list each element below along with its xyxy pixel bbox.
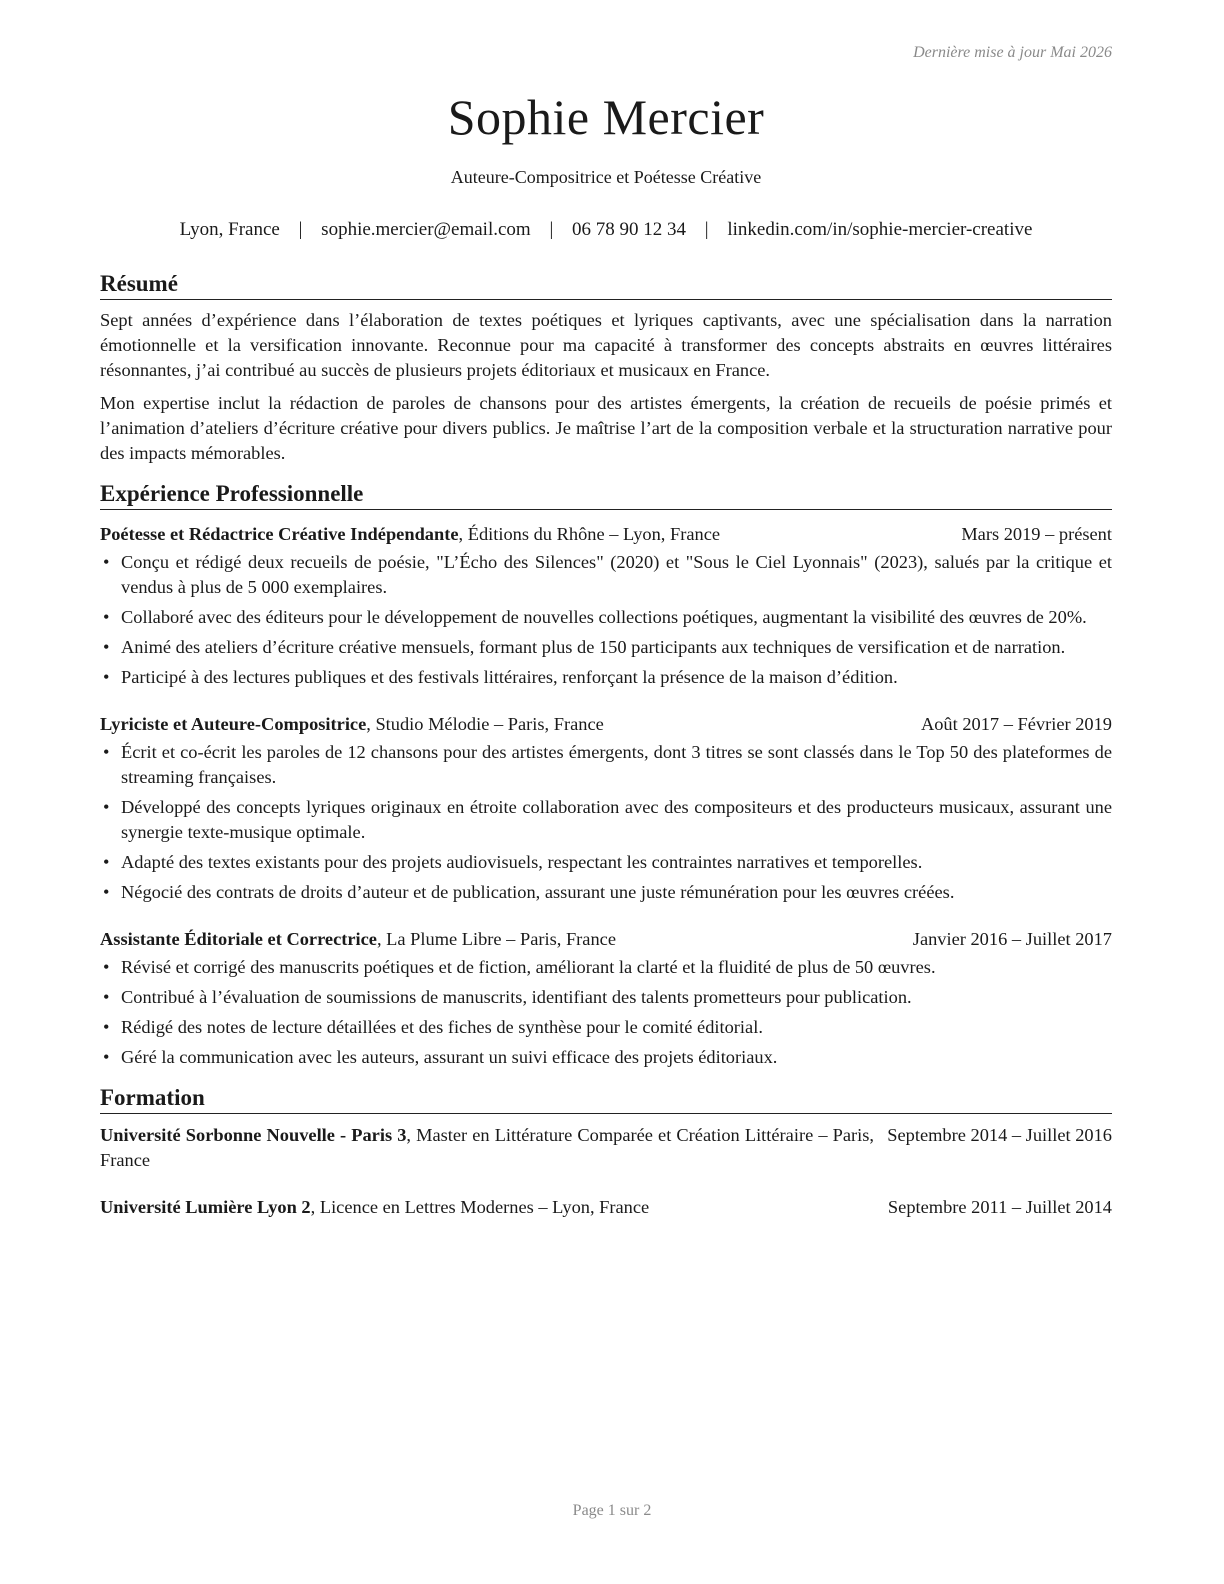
- education-section: [100, 1084, 1112, 1220]
- education-school: Université Sorbonne Nouvelle - Paris 3: [100, 1125, 407, 1145]
- job-bullet: • Rédigé des notes de lecture détaillées et des fiches de synthèse pour le comité éditorial.: [100, 1015, 1112, 1040]
- job-role: Assistante Éditoriale et Correctrice: [100, 929, 377, 949]
- contact-location: Lyon, France: [179, 219, 280, 240]
- job-entry: [100, 522, 1112, 690]
- contact-phone: 06 78 90 12 34: [572, 219, 687, 240]
- section-heading-experience: Expérience Professionnelle: [100, 480, 1112, 510]
- job-header: [100, 927, 1112, 952]
- job-role: Poétesse et Rédactrice Créative Indépendante: [100, 524, 459, 544]
- contact-email[interactable]: sophie.mercier@email.com: [321, 219, 531, 240]
- job-header: [100, 522, 1112, 547]
- job-entry: [100, 712, 1112, 905]
- contact-linkedin[interactable]: linkedin.com/in/sophie-mercier-creative: [727, 219, 1033, 240]
- job-org: , La Plume Libre – Paris, France: [376, 929, 616, 949]
- job-bullet: • Animé des ateliers d’écriture créative mensuels, formant plus de 150 participants aux techniques de versification et de narration.: [100, 635, 1112, 660]
- job-bullets: [100, 955, 1112, 1070]
- education-school: Université Lumière Lyon 2: [100, 1197, 311, 1217]
- last-updated: Dernière mise à jour Mai 2026: [913, 44, 1112, 61]
- section-heading-education: Formation: [100, 1084, 1112, 1114]
- contact-line: [100, 219, 1112, 241]
- job-dates: Mars 2019 – présent: [961, 524, 1112, 544]
- experience-section: [100, 480, 1112, 1070]
- job-bullet: • Révisé et corrigé des manuscrits poétiques et de fiction, améliorant la clarté et la fluidité de plus de 50 œuvres.: [100, 955, 1112, 980]
- job-bullet: • Écrit et co-écrit les paroles de 12 chansons pour des artistes émergents, dont 3 titres se sont classés dans le Top 50 des plateformes de streaming françaises.: [100, 740, 1112, 790]
- candidate-name: Sophie Mercier: [447, 89, 765, 145]
- job-dates: Août 2017 – Février 2019: [920, 714, 1112, 734]
- job-org: , Éditions du Rhône – Lyon, France: [458, 524, 721, 544]
- summary-section: [100, 270, 1112, 466]
- job-role: Lyriciste et Auteure-Compositrice: [100, 714, 367, 734]
- job-bullet: • Négocié des contrats de droits d’auteur et de publication, assurant une juste rémunération pour les œuvres créées.: [100, 880, 1112, 905]
- summary-paragraph: Sept années d’expérience dans l’élaboration de textes poétiques et lyriques captivants, avec une spécialisation dans la narration émotionnelle et la versification innovante. Reconnue pour ma capacité à transformer des concepts abstraits en œuvres littéraires résonnantes, j’ai contribué au succès de plusieurs projets éditoriaux et musicaux en France.: [100, 310, 1112, 380]
- job-bullet: • Conçu et rédigé deux recueils de poésie, "L’Écho des Silences" (2020) et "Sous le Ciel Lyonnais" (2023), salués par la critique et vendus à plus de 5 000 exemplaires.: [100, 550, 1112, 600]
- job-bullets: [100, 740, 1112, 905]
- job-bullets: [100, 550, 1112, 690]
- job-bullet: • Collaboré avec des éditeurs pour le développement de nouvelles collections poétiques, augmentant la visibilité des œuvres de 20%.: [100, 605, 1112, 630]
- education-entry: [100, 1195, 1112, 1220]
- contact-separator: |: [704, 219, 709, 240]
- education-header: [100, 1123, 1112, 1173]
- summary-paragraph: Mon expertise inclut la rédaction de paroles de chansons pour des artistes émergents, la création de recueils de poésie primés et l’animation d’ateliers d’écriture créative pour divers publics. Je maîtrise l’art de la composition verbale et la structuration narrative pour des impacts mémorables.: [100, 393, 1112, 463]
- education-dates: Septembre 2014 – Juillet 2016: [887, 1125, 1112, 1145]
- resume-content: [100, 270, 1112, 1234]
- section-heading-summary: Résumé: [100, 270, 1112, 300]
- job-bullet: • Géré la communication avec les auteurs, assurant un suivi efficace des projets éditoriaux.: [100, 1045, 1112, 1070]
- job-org: , Studio Mélodie – Paris, France: [366, 714, 604, 734]
- education-detail: , Master en Littérature Comparée et Création Littéraire – Paris, France: [100, 1125, 874, 1170]
- education-dates: Septembre 2011 – Juillet 2014: [887, 1197, 1112, 1217]
- job-bullet: • Contribué à l’évaluation de soumissions de manuscrits, identifiant des talents prometteurs pour publication.: [100, 985, 1112, 1010]
- job-header: [100, 712, 1112, 737]
- job-bullet: • Développé des concepts lyriques originaux en étroite collaboration avec des compositeurs et des producteurs musicaux, assurant une synergie texte-musique optimale.: [100, 795, 1112, 845]
- candidate-title: Auteure-Compositrice et Poétesse Créative: [450, 167, 762, 187]
- job-dates: Janvier 2016 – Juillet 2017: [912, 929, 1112, 949]
- education-header: [100, 1195, 1112, 1220]
- page-number: Page 1 sur 2: [572, 1502, 652, 1519]
- job-bullet: • Adapté des textes existants pour des projets audiovisuels, respectant les contraintes narratives et temporelles.: [100, 850, 1112, 875]
- education-entry: [100, 1123, 1112, 1173]
- education-detail: , Licence en Lettres Modernes – Lyon, France: [310, 1197, 650, 1217]
- contact-separator: |: [298, 219, 303, 240]
- job-bullet: • Participé à des lectures publiques et des festivals littéraires, renforçant la présence de la maison d’édition.: [100, 665, 1112, 690]
- job-entry: [100, 927, 1112, 1070]
- contact-separator: |: [549, 219, 554, 240]
